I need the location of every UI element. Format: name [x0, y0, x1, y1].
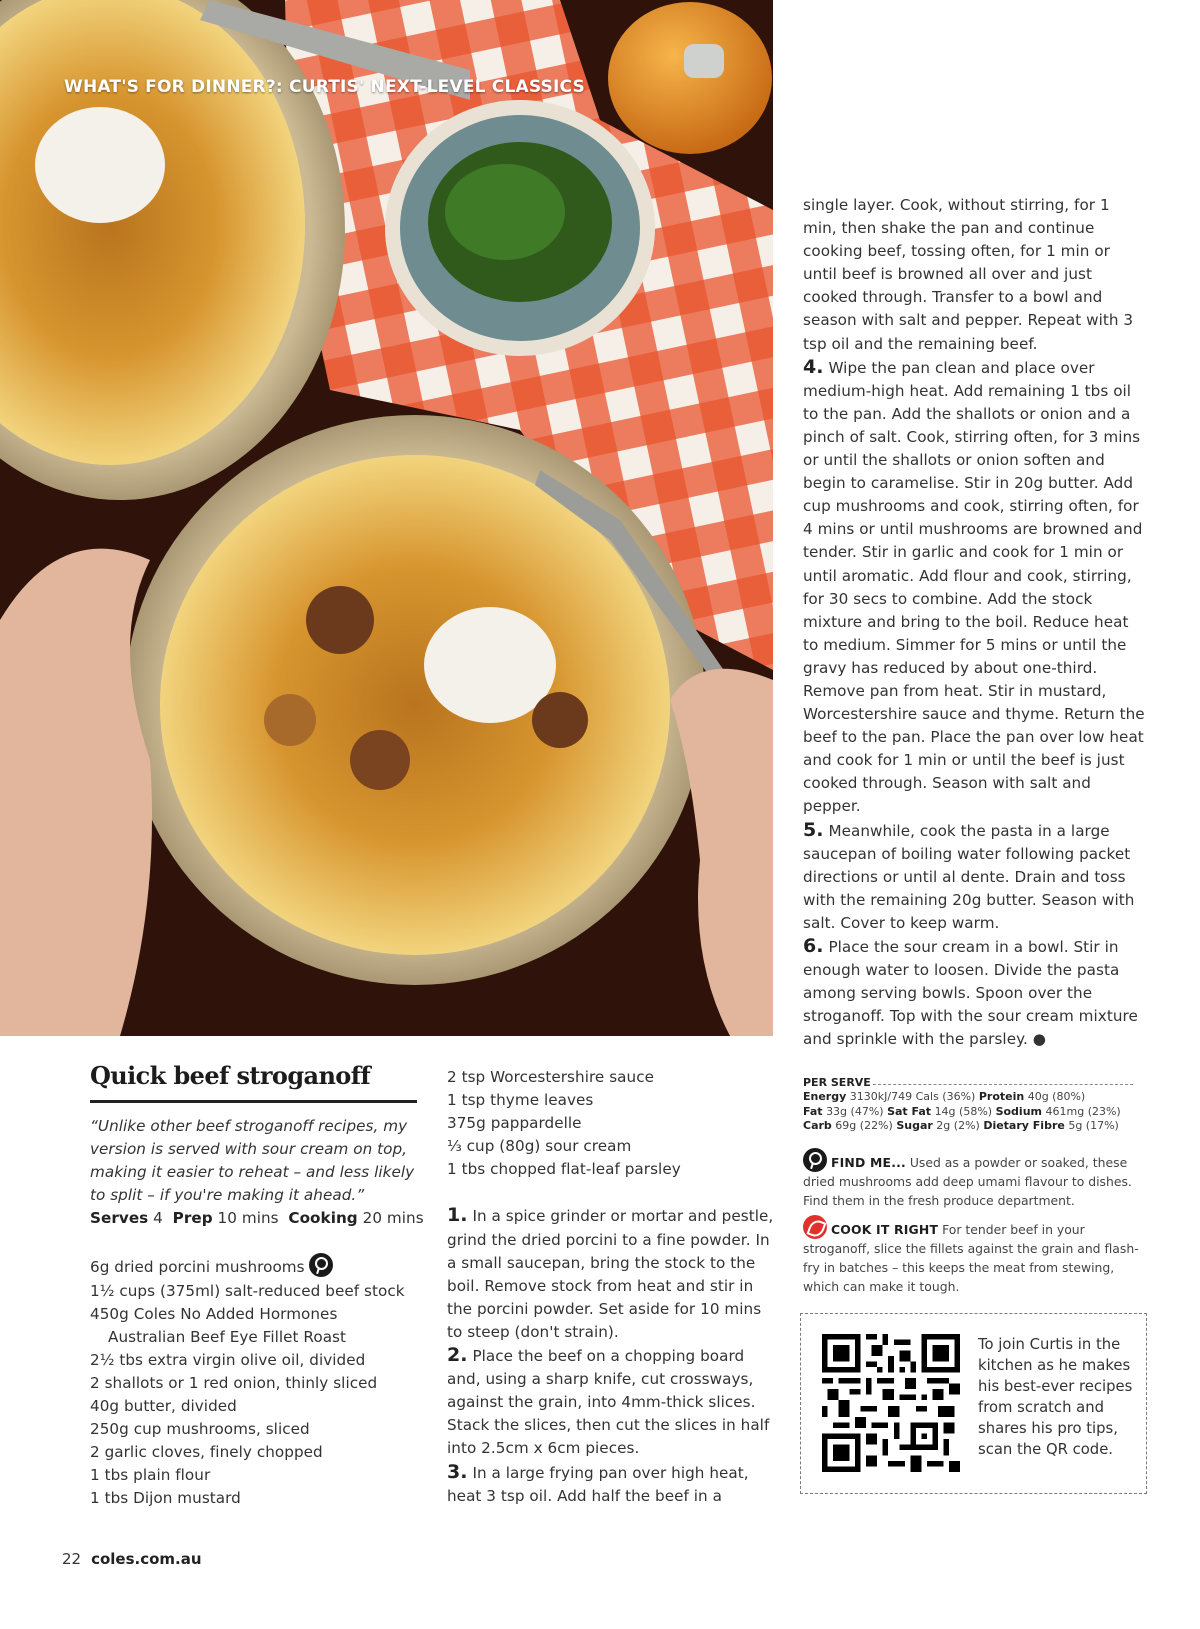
- dashed-rule: [873, 1084, 1133, 1085]
- step-number: 2.: [447, 1344, 468, 1367]
- ingredient-item: 2 garlic cloves, finely chopped: [90, 1443, 323, 1462]
- tip-label: COOK IT RIGHT: [830, 1222, 939, 1237]
- ingredients-list-middle: [447, 1066, 777, 1181]
- qr-code[interactable]: [822, 1334, 960, 1472]
- end-mark-icon: ●: [1032, 1030, 1047, 1049]
- step-6: [803, 935, 1148, 1051]
- recipe-meta: [90, 1207, 424, 1230]
- page-number: 22: [62, 1550, 82, 1568]
- step-3-continued: single layer. Cook, without stirring, for 1 min, then shake the pan and continue cooking beef, tossing often, for 1 min or until beef is browned all over and just cooked through. Transfer to a bowl and season with salt and pepper. Repeat with 3 tsp oil and the remaining beef.: [803, 196, 1134, 353]
- tip-label: FIND ME...: [830, 1155, 906, 1170]
- ingredient-item: 6g dried porcini mushrooms: [90, 1253, 420, 1279]
- serves-value: 4: [153, 1209, 163, 1228]
- step-5: [803, 819, 1148, 935]
- step-text: In a large frying pan over high heat, heat 3 tsp oil. Add half the beef in a: [447, 1463, 749, 1505]
- nutrition-panel: [803, 1076, 1133, 1133]
- magnifier-icon: [803, 1148, 827, 1172]
- nutrition-row: Carb 69g (22%) Sugar 2g (2%) Dietary Fibre 5g (17%): [803, 1118, 1119, 1132]
- find-me-tip: [803, 1148, 1143, 1210]
- tip-text: Used as a powder or soaked, these dried mushrooms add deep umami flavour to dishes. Find them in the fresh produce department.: [803, 1155, 1132, 1208]
- ingredient-item: 40g butter, divided: [90, 1397, 237, 1416]
- ingredient-item: 1 tsp thyme leaves: [447, 1091, 594, 1110]
- nutrition-row: Fat 33g (47%) Sat Fat 14g (58%) Sodium 461mg (23%): [803, 1104, 1121, 1118]
- step-text: Place the sour cream in a bowl. Stir in enough water to loosen. Divide the pasta among serving bowls. Spoon over the stroganoff. Top with the sour cream mixture and sprinkle with the parsley.: [803, 938, 1138, 1049]
- step-4: [803, 356, 1148, 819]
- step-2: [447, 1344, 777, 1460]
- cooking-value: 20 mins: [362, 1209, 424, 1228]
- ingredient-item: 2½ tbs extra virgin olive oil, divided: [90, 1350, 366, 1369]
- ingredient-item: 450g Coles No Added Hormones: [90, 1304, 338, 1323]
- prep-label: Prep: [172, 1209, 213, 1228]
- step-number: 5.: [803, 818, 824, 841]
- title-divider: [90, 1100, 417, 1103]
- stroganoff-photo-illustration: [0, 0, 773, 1036]
- recipe-intro-column: [90, 1060, 424, 1511]
- ingredient-item: 2 tsp Worcestershire sauce: [447, 1068, 654, 1086]
- step-text: Meanwhile, cook the pasta in a large saucepan of boiling water following packet directions or until al dente. Drain and toss with the remaining 20g butter. Season with salt. Cover to keep warm.: [803, 821, 1135, 932]
- cook-it-right-tip: [803, 1215, 1143, 1296]
- serves-label: Serves: [90, 1209, 149, 1228]
- ingredient-item: 1½ cups (375ml) salt-reduced beef stock: [90, 1281, 405, 1300]
- step-3: [447, 1461, 777, 1508]
- method-column-middle: [447, 1066, 777, 1508]
- find-me-icon: [309, 1253, 333, 1277]
- step-1: [447, 1204, 777, 1344]
- step-text: Place the beef on a chopping board and, using a sharp knife, cut crossways, against the grain, into 4mm-thick slices. Stack the slices, then cut the slices in half into 2.5cm x 6cm pieces.: [447, 1347, 770, 1458]
- ingredient-item: 250g cup mushrooms, sliced: [90, 1420, 310, 1439]
- method-column-right: [803, 194, 1148, 1051]
- qr-instructions: To join Curtis in the kitchen as he makes his best-ever recipes from scratch and shares his pro tips, scan the QR code.: [978, 1336, 1133, 1458]
- leaf-icon: [803, 1215, 827, 1239]
- recipe-title: Quick beef stroganoff: [90, 1061, 371, 1090]
- ingredient-item: 2 shallots or 1 red onion, thinly sliced: [90, 1373, 378, 1392]
- step-number: 1.: [447, 1204, 468, 1227]
- ingredient-item: 1 tbs Dijon mustard: [90, 1489, 241, 1508]
- hero-photo: [0, 0, 773, 1036]
- ingredient-item: 375g pappardelle: [447, 1114, 582, 1133]
- ingredients-list-left: [90, 1253, 420, 1510]
- ingredient-item: ⅓ cup (80g) sour cream: [447, 1137, 632, 1156]
- step-number: 4.: [803, 355, 824, 378]
- nutrition-heading: PER SERVE: [803, 1076, 1133, 1090]
- step-number: 6.: [803, 935, 824, 957]
- page-footer: [62, 1550, 202, 1568]
- tip-text: For tender beef in your stroganoff, slice the fillets against the grain and flash-fry in batches – this keeps the meat from stewing, which can make it tough.: [803, 1222, 1139, 1294]
- section-kicker: WHAT'S FOR DINNER?: CURTIS' NEXT-LEVEL CLASSICS: [64, 77, 585, 97]
- ingredient-item: 1 tbs chopped flat-leaf parsley: [447, 1160, 681, 1179]
- step-number: 3.: [447, 1460, 468, 1483]
- step-text: In a spice grinder or mortar and pestle, grind the dried porcini to a fine powder. In a small saucepan, bring the stock to the boil. Remove stock from heat and stir in the porcini powder. Set aside for 10 mins to steep (don't strain).: [447, 1207, 774, 1341]
- nutrition-row: Energy 3130kJ/749 Cals (36%) Protein 40g (80%): [803, 1090, 1086, 1104]
- ingredient-item: 1 tbs plain flour: [90, 1466, 211, 1485]
- prep-value: 10 mins: [217, 1209, 279, 1228]
- ingredient-item: Australian Beef Eye Fillet Roast: [108, 1327, 347, 1346]
- qr-callout: [800, 1313, 1147, 1494]
- site-link[interactable]: coles.com.au: [91, 1550, 202, 1568]
- recipe-quote: “Unlike other beef stroganoff recipes, my version is served with sour cream on top, making it easier to reheat – and less likely to split – if you're making it ahead.”: [90, 1117, 415, 1205]
- cooking-label: Cooking: [288, 1209, 358, 1228]
- step-text: Wipe the pan clean and place over medium-high heat. Add remaining 1 tbs oil to the pan. Add the shallots or onion and a pinch of salt. Cook, stirring often, for 3 mins or until the shallots or onion soften and begin to caramelise. Stir in 20g butter. Add cup mushrooms and cook, stirring often, for 4 mins or until mushrooms are browned and tender. Stir in garlic and cook for 1 min or until aromatic. Add flour and cook, stirring, for 30 secs to combine. Add the stock mixture and bring to the boil. Reduce heat to medium. Simmer for 5 mins or until the gravy has reduced by about one-third. Remove pan from heat. Stir in mustard, Worcestershire sauce and thyme. Return the beef to the pan. Place the pan over low heat and cook for 1 min or until the beef is just cooked through. Season with salt and pepper.: [803, 358, 1145, 816]
